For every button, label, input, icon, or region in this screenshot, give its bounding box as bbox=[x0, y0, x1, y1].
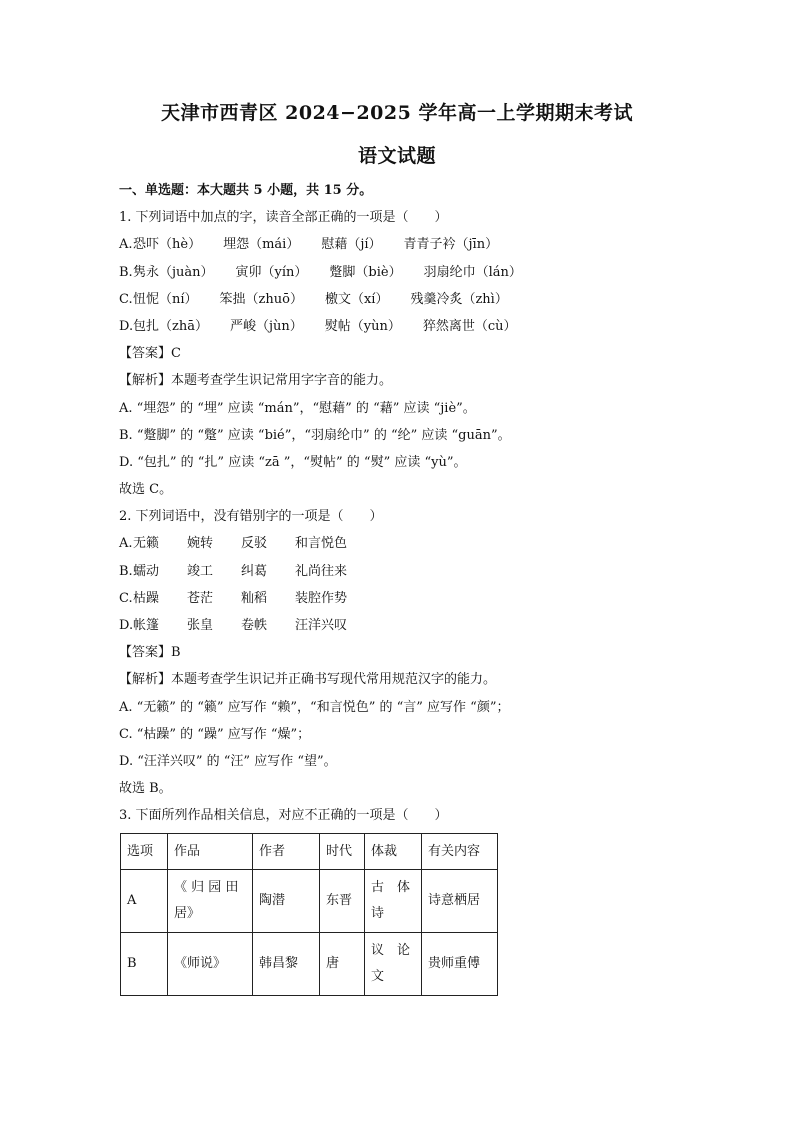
option-word: 残羹冷炙（zhì） bbox=[410, 291, 508, 307]
table-cell: 议 论 文 bbox=[365, 933, 422, 996]
option-word: 檄文（xí） bbox=[324, 291, 389, 307]
table-cell: 古 体 诗 bbox=[365, 870, 422, 933]
q2-analysis-line: 故选 B。 bbox=[119, 781, 172, 797]
q2-option-a bbox=[119, 530, 679, 557]
q1-option-a bbox=[119, 231, 679, 258]
table-row bbox=[121, 933, 498, 996]
table-cell: B bbox=[121, 933, 168, 996]
option-label: C. bbox=[119, 590, 133, 606]
option-word: 苍茫 bbox=[187, 590, 214, 606]
option-word: 青青子衿（jīn） bbox=[403, 237, 499, 253]
table-header-cell: 有关内容 bbox=[422, 834, 498, 870]
table-cell: 东晋 bbox=[320, 870, 365, 933]
table-header-cell: 选项 bbox=[121, 834, 168, 870]
q1-analysis-line: D. “包扎” 的 “扎” 应读 “zā ”，“熨帖” 的 “熨” 应读 “yù”。 bbox=[119, 454, 467, 470]
q2-option-b bbox=[119, 558, 679, 585]
table-header-cell: 时代 bbox=[320, 834, 365, 870]
q1-option-c bbox=[119, 286, 679, 313]
exam-title: 天津市西青区 2024−2025 学年高一上学期期末考试 bbox=[161, 102, 633, 124]
option-word: 张皇 bbox=[187, 618, 214, 633]
option-label: C. bbox=[119, 291, 133, 307]
option-word: 笨拙（zhuō） bbox=[219, 291, 303, 307]
q2-answer: 【答案】B bbox=[119, 645, 181, 661]
table-cell: 诗意栖居 bbox=[422, 870, 498, 933]
option-word: 卷帙 bbox=[241, 618, 268, 633]
table-header-row bbox=[121, 834, 498, 870]
exam-content bbox=[119, 177, 679, 830]
q2-stem: 2. 下列词语中，没有错别字的一项是（ ） bbox=[119, 509, 383, 525]
option-label: B. bbox=[119, 264, 133, 280]
option-label: D. bbox=[119, 618, 134, 633]
works-info-table bbox=[120, 833, 498, 996]
option-word: 羽扇纶巾（lán） bbox=[423, 264, 522, 280]
q1-option-b bbox=[119, 259, 679, 286]
option-word: 枯躁 bbox=[133, 590, 160, 606]
option-word: 严峻（jùn） bbox=[229, 318, 303, 334]
option-label: A. bbox=[119, 237, 133, 253]
option-word: 反驳 bbox=[241, 536, 268, 552]
table-header-cell: 体裁 bbox=[365, 834, 422, 870]
q2-option-d bbox=[119, 612, 679, 639]
q1-analysis-line: 故选 C。 bbox=[119, 482, 173, 498]
option-label: D. bbox=[119, 318, 134, 334]
option-word: 恐吓（hè） bbox=[133, 237, 202, 253]
table-cell: 韩昌黎 bbox=[253, 933, 320, 996]
q1-answer: 【答案】C bbox=[119, 346, 181, 362]
option-word: 帐篷 bbox=[133, 618, 160, 633]
option-word: 汪洋兴叹 bbox=[295, 618, 348, 633]
q1-analysis-line: A. “埋怨” 的 “埋” 应读 “mán”，“慰藉” 的 “藉” 应读 “jiè”。 bbox=[119, 400, 476, 416]
option-word: 纠葛 bbox=[241, 563, 268, 579]
option-word: 寅卯（yín） bbox=[235, 264, 308, 280]
option-label: A. bbox=[119, 536, 133, 552]
option-word: 和言悦色 bbox=[295, 536, 348, 552]
table-cell: A bbox=[121, 870, 168, 933]
q1-option-d bbox=[119, 313, 679, 340]
option-word: 竣工 bbox=[187, 563, 214, 579]
table-cell: 贵师重傅 bbox=[422, 933, 498, 996]
option-word: 籼稻 bbox=[241, 590, 268, 606]
q3-stem: 3. 下面所列作品相关信息，对应不正确的一项是（ ） bbox=[119, 808, 448, 824]
table-cell: 唐 bbox=[320, 933, 365, 996]
table-header-cell: 作品 bbox=[168, 834, 253, 870]
option-word: 装腔作势 bbox=[295, 590, 348, 606]
exam-subtitle: 语文试题 bbox=[357, 145, 436, 167]
option-word: 熨帖（yùn） bbox=[324, 318, 401, 334]
option-word: 蹩脚（biè） bbox=[329, 264, 402, 280]
option-word: 埋怨（mái） bbox=[223, 237, 300, 253]
option-word: 忸怩（ní） bbox=[133, 291, 198, 307]
option-word: 隽永（juàn） bbox=[133, 264, 214, 280]
section-heading: 一、单选题：本大题共 5 小题，共 15 分。 bbox=[119, 183, 373, 198]
q2-analysis-line: C. “枯躁” 的 “躁” 应写作 “燥”； bbox=[119, 726, 311, 742]
option-word: 慰藉（jí） bbox=[321, 237, 382, 253]
q2-analysis-line: D. “汪洋兴叹” 的 “汪” 应写作 “望”。 bbox=[119, 753, 337, 769]
q1-analysis-line: B. “蹩脚” 的 “蹩” 应读 “bié”，“羽扇纶巾” 的 “纶” 应读 “guān”。 bbox=[119, 427, 511, 443]
table-cell: 《 归 园 田 居》 bbox=[168, 870, 253, 933]
option-word: 猝然离世（cù） bbox=[422, 318, 517, 334]
table-header-cell: 作者 bbox=[253, 834, 320, 870]
q1-stem: 1. 下列词语中加点的字，读音全部正确的一项是（ ） bbox=[119, 210, 448, 226]
option-word: 包扎（zhā） bbox=[133, 318, 208, 334]
table-row bbox=[121, 870, 498, 933]
option-word: 婉转 bbox=[187, 536, 214, 552]
table-cell: 《师说》 bbox=[168, 933, 253, 996]
option-word: 蠕动 bbox=[133, 563, 160, 579]
q2-analysis-line: 【解析】本题考查学生识记并正确书写现代常用规范汉字的能力。 bbox=[119, 672, 497, 688]
q2-option-c bbox=[119, 585, 679, 612]
q2-analysis-line: A. “无籁” 的 “籁” 应写作 “赖”，“和言悦色” 的 “言” 应写作 “颜”； bbox=[119, 699, 510, 715]
option-word: 无籁 bbox=[133, 536, 160, 552]
option-word: 礼尚往来 bbox=[295, 563, 348, 579]
table-cell: 陶潜 bbox=[253, 870, 320, 933]
q1-analysis-line: 【解析】本题考查学生识记常用字字音的能力。 bbox=[119, 373, 393, 389]
option-label: B. bbox=[119, 563, 133, 579]
